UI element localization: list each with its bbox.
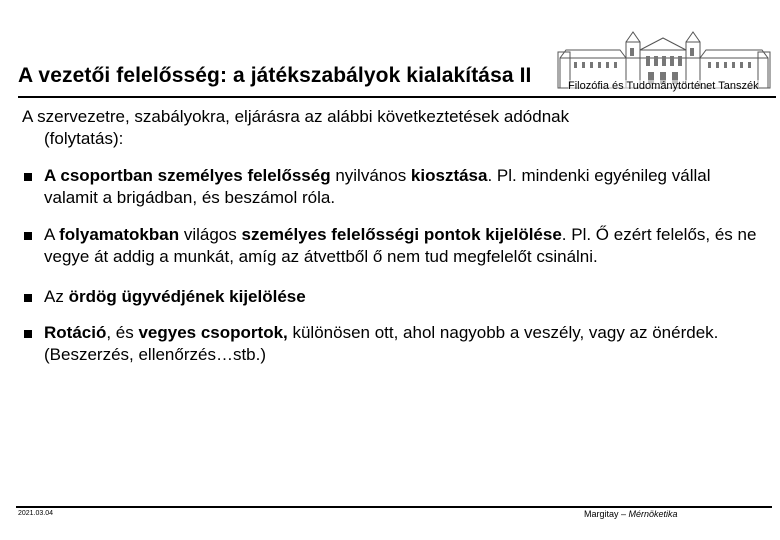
slide-title: A vezetői felelősség: a játékszabályok kialakítása II xyxy=(18,64,532,87)
square-bullet-icon xyxy=(24,294,32,302)
bullet-item xyxy=(22,322,767,366)
intro-paragraph xyxy=(22,106,762,150)
bullet-segment: Az xyxy=(44,287,69,306)
intro-line-1: A szervezetre, szabályokra, eljárásra az alábbi következtetések adódnak xyxy=(22,107,570,126)
bullet-segment: , és xyxy=(106,323,139,342)
bullet-segment: A csoportban személyes felelősség xyxy=(44,166,331,185)
course-name: Mérnöketika xyxy=(628,509,678,519)
bullet-segment: vegyes csoportok, xyxy=(138,323,288,342)
footer-divider xyxy=(16,506,772,508)
bullet-segment: személyes felelősségi pontok kijelölése xyxy=(241,225,562,244)
square-bullet-icon xyxy=(24,173,32,181)
bullet-segment: kiosztása xyxy=(410,166,488,185)
square-bullet-icon xyxy=(24,330,32,338)
bullet-item xyxy=(22,224,767,268)
bullet-segment: Rotáció xyxy=(44,323,107,342)
bullet-segment: . Pl. Ő ezért felelős, és ne vegye át addig a munkát, amíg az átvettből ő nem tud megfelelőt csinálni. xyxy=(44,225,757,266)
bullet-text xyxy=(44,225,756,266)
bullet-segment: nyilvános xyxy=(330,166,411,185)
bullet-segment: világos xyxy=(179,225,242,244)
bullet-text xyxy=(44,287,306,306)
bullet-segment: folyamatokban xyxy=(59,225,180,244)
bullet-segment: ördög ügyvédjének kijelölése xyxy=(68,287,306,306)
bullet-item xyxy=(22,165,767,209)
bullet-text xyxy=(44,166,710,207)
author-name: Margitay – xyxy=(584,509,629,519)
square-bullet-icon xyxy=(24,232,32,240)
intro-line-2: (folytatás): xyxy=(44,129,124,148)
title-divider xyxy=(18,96,776,98)
footer-date: 2021.03.04 xyxy=(18,510,54,517)
bullet-item xyxy=(22,286,767,308)
department-caption: Filozófia és Tudománytörténet Tanszék xyxy=(568,80,759,92)
bullet-segment: különösen ott, ahol nagyobb a veszély, vagy az önérdek. (Beszerzés, ellenőrzés…stb.) xyxy=(44,323,719,364)
bullet-text xyxy=(44,323,718,364)
footer-author xyxy=(584,509,678,519)
bullet-list xyxy=(22,165,767,366)
bullet-segment: A xyxy=(44,225,60,244)
bullet-segment: . Pl. mindenki egyénileg vállal valamit a brigádban, és beszámol róla. xyxy=(44,166,711,207)
